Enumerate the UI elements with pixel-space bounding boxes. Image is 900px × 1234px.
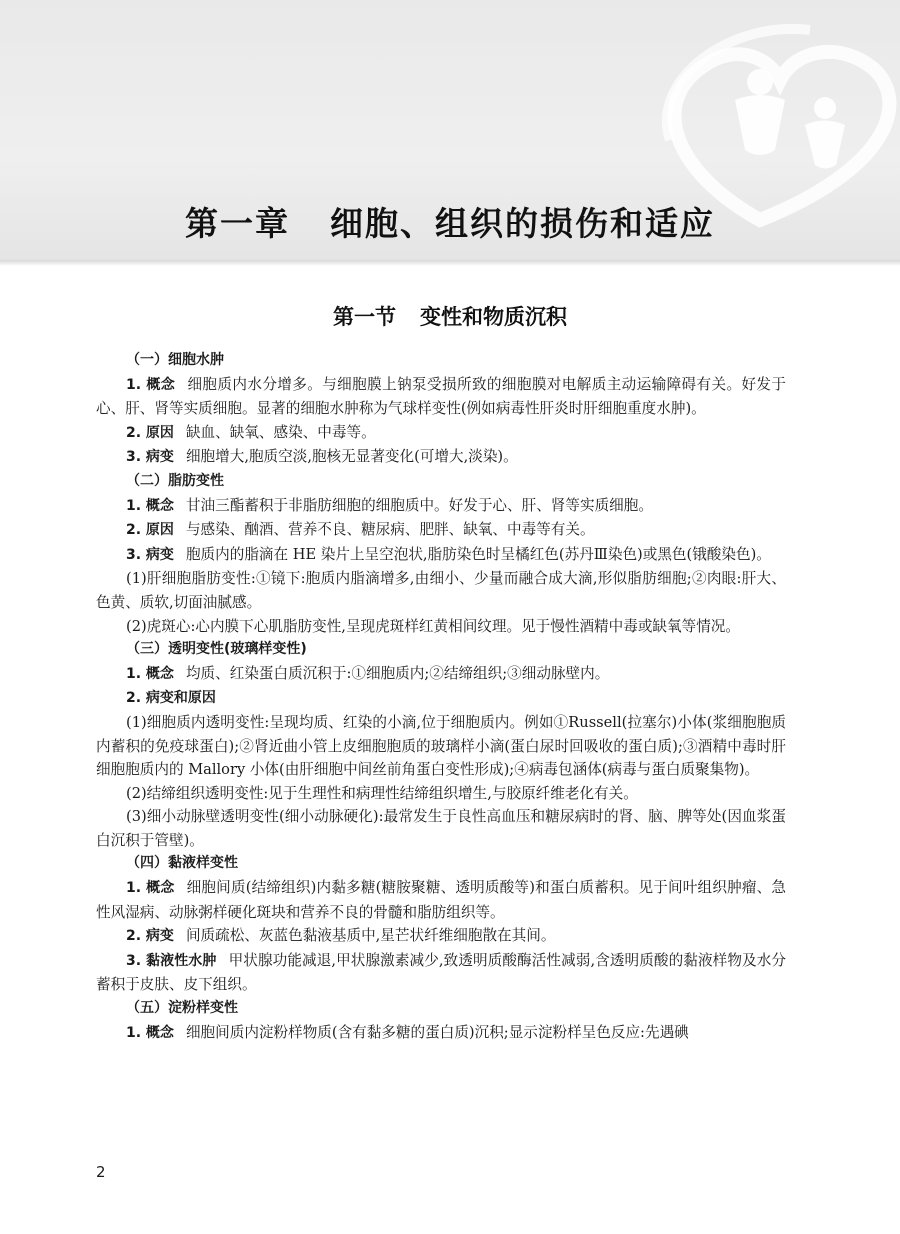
- item-label: 1. 概念: [126, 376, 176, 393]
- item-label: 3. 病变: [126, 449, 174, 466]
- item-label: 1. 概念: [126, 497, 174, 514]
- section-name: 变性和物质沉积: [420, 304, 567, 329]
- paragraph: (1)肝细胞脂肪变性:①镜下:胞质内脂滴增多,由细小、少量而融合成大滴,形似脂肪细胞;②肉眼:肝大、色黄、质软,切面油腻感。: [96, 570, 786, 611]
- item-text: 细胞间质内淀粉样物质(含有黏多糖的蛋白质)沉积;显示淀粉样呈色反应:先遇碘: [185, 1023, 689, 1041]
- chapter-title: [0, 198, 900, 245]
- item-label: 2. 病变: [126, 928, 174, 945]
- paragraph: [96, 373, 786, 421]
- banner-divider: [0, 260, 900, 266]
- chapter-number: 第一章: [185, 204, 290, 243]
- item-label: 1. 概念: [126, 665, 174, 682]
- paragraph: (2)结缔组织透明变性:见于生理性和病理性结缔组织增生,与胶原纤维老化有关。: [126, 784, 638, 802]
- item-text: 缺血、缺氧、感染、中毒等。: [185, 423, 376, 441]
- item-label: 2. 病变和原因: [126, 690, 216, 707]
- subsection-heading: （五）淀粉样变性: [126, 1000, 238, 1017]
- item-text: 均质、红染蛋白质沉积于:①细胞质内;②结缔组织;③细动脉壁内。: [185, 664, 610, 682]
- item-text: 甘油三酯蓄积于非脂肪细胞的细胞质中。好发于心、肝、肾等实质细胞。: [185, 496, 653, 514]
- paragraph: [96, 421, 786, 446]
- paragraph: (2)虎斑心:心内膜下心肌脂肪变性,呈现虎斑样红黄相间纹理。见于慢性酒精中毒或缺氧等情况。: [126, 617, 740, 635]
- section-title: [0, 301, 900, 331]
- item-label: 3. 病变: [126, 546, 174, 563]
- paragraph: (3)细小动脉壁透明变性(细小动脉硬化):最常发生于良性高血压和糖尿病时的肾、脑、脾等处(因血浆蛋白沉积于管壁)。: [96, 808, 786, 849]
- item-text: 与感染、酗酒、营养不良、糖尿病、肥胖、缺氧、中毒等有关。: [185, 521, 595, 539]
- item-text: 甲状腺功能减退,甲状腺激素减少,致透明质酸酶活性减弱,含透明质酸的黏液样物及水分蓄积于皮肤、皮下组织。: [96, 951, 787, 994]
- item-text: 细胞增大,胞质空淡,胞核无显著变化(可增大,淡染)。: [185, 448, 518, 466]
- item-label: 2. 原因: [126, 424, 174, 441]
- paragraph: [96, 662, 786, 687]
- page-number: 2: [96, 1163, 106, 1181]
- paragraph: [96, 686, 786, 711]
- paragraph: [96, 445, 786, 470]
- paragraph: [96, 494, 786, 519]
- paragraph: [96, 543, 786, 568]
- subsection-heading: （三）透明变性(玻璃样变性): [126, 641, 307, 658]
- item-label: 1. 概念: [126, 880, 175, 897]
- paragraph: [96, 1021, 786, 1046]
- item-text: 细胞间质(结缔组织)内黏多糖(糖胺聚糖、透明质酸等)和蛋白质蓄积。见于间叶组织肿瘤、急性风湿病、动脉粥样硬化斑块和营养不良的骨髓和脂肪组织等。: [96, 879, 786, 921]
- item-text: 细胞质内水分增多。与细胞膜上钠泵受损所致的细胞膜对电解质主动运输障碍有关。好发于心、肝、肾等实质细胞。显著的细胞水肿称为气球样变性(例如病毒性肝炎时肝细胞重度水肿)。: [96, 375, 786, 418]
- paragraph: [96, 876, 786, 924]
- item-label: 1. 概念: [126, 1024, 174, 1041]
- item-label: 2. 原因: [126, 522, 174, 539]
- subsection-heading: （二）脂肪变性: [126, 472, 224, 489]
- chapter-name: 细胞、组织的损伤和适应: [330, 204, 715, 243]
- page-body: [96, 349, 786, 1045]
- item-text: 胞质内的脂滴在 HE 染片上呈空泡状,脂肪染色时呈橘红色(苏丹Ⅲ染色)或黑色(锇酸染色)。: [185, 545, 771, 563]
- item-label: 3. 黏液性水肿: [126, 952, 217, 969]
- paragraph: [96, 924, 786, 949]
- subsection-heading: （一）细胞水肿: [126, 352, 224, 368]
- paragraph: [96, 949, 786, 997]
- paragraph: [96, 518, 786, 543]
- section-number: 第一节: [333, 304, 396, 329]
- subsection-heading: （四）黏液样变性: [126, 855, 238, 872]
- item-text: 间质疏松、灰蓝色黏液基质中,星芒状纤维细胞散在其间。: [185, 927, 556, 945]
- paragraph: (1)细胞质内透明变性:呈现均质、红染的小滴,位于细胞质内。例如①Russell(拉塞尔)小体(浆细胞胞质内蓄积的免疫球蛋白);②肾近曲小管上皮细胞胞质的玻璃样小滴(蛋白尿时回吸收的蛋白质);③酒精中毒时肝细胞胞质内的 Mallory 小体(由肝细胞中间丝前角蛋白变性形成);④病毒包涵体(病毒与蛋白质聚集物)。: [96, 713, 786, 779]
